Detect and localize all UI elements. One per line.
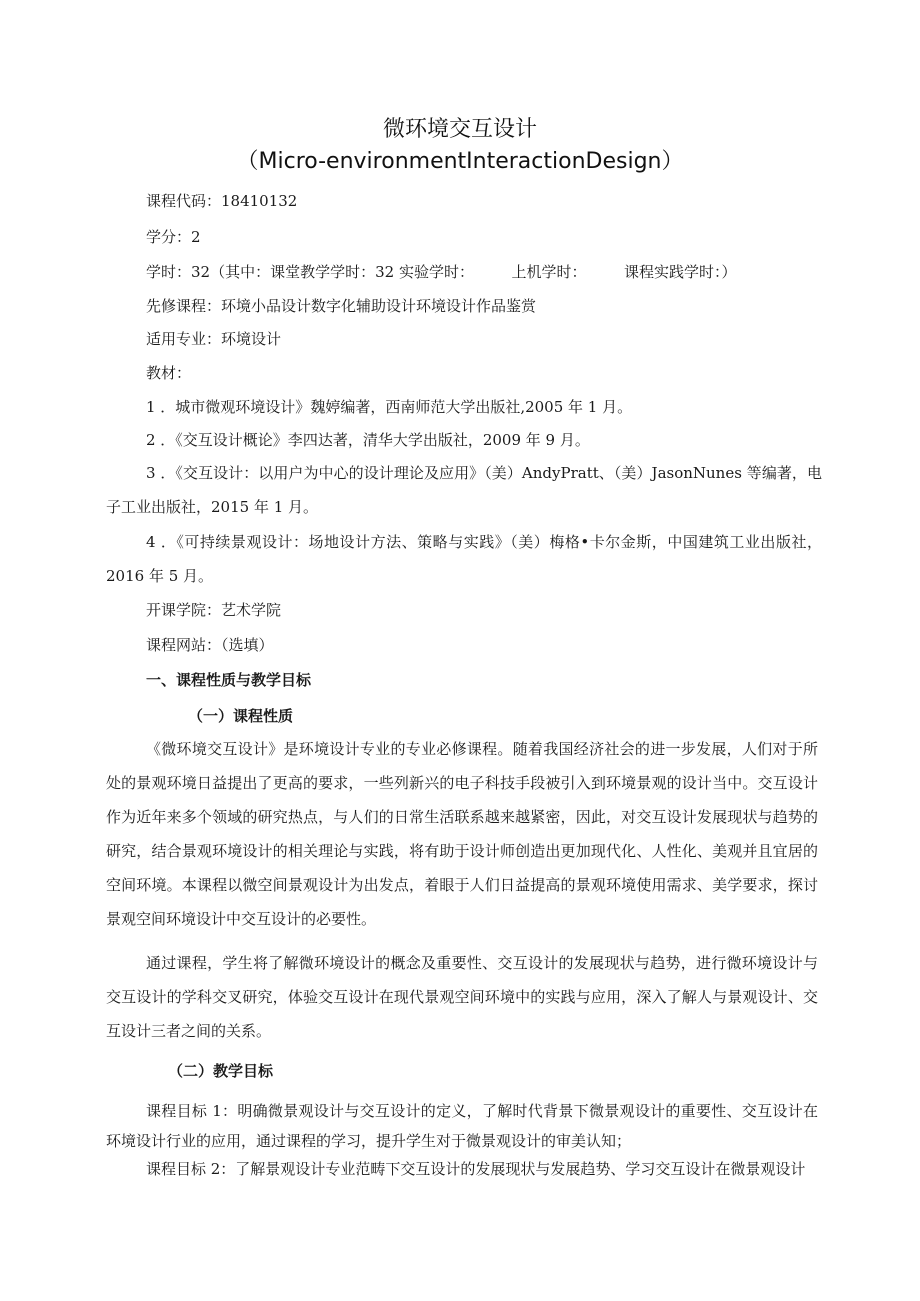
page-subtitle: （Micro-environmentInteractionDesign） <box>236 149 684 174</box>
section-heading-1: 一、课程性质与教学目标 <box>146 671 312 689</box>
textbook-label: 教材： <box>146 364 192 382</box>
course-prerequisites: 先修课程：环境小品设计数字化辅助设计环境设计作品鉴赏 <box>146 297 537 315</box>
course-credits: 学分：2 <box>146 228 201 246</box>
subsection-heading-nature: （一）课程性质 <box>188 707 294 725</box>
course-code: 课程代码：18410132 <box>146 192 298 210</box>
course-major: 适用专业：环境设计 <box>146 330 282 348</box>
course-nature-paragraph: 《微环境交互设计》是环境设计专业的专业必修课程。随着我国经济社会的进一步发展，人们对于所处的景观环境日益提出了更高的要求，一些列新兴的电子科技手段被引入到环境景观的设计当中。交互设计作为近年来多个领域的研究热点，与人们的日常生活联系越来越紧密，因此，对交互设计发展现状与趋势的研究，结合景观环境设计的相关理论与实践，将有助于设计师创造出更加现代化、人性化、美观并且宜居的空间环境。本课程以微空间景观设计为出发点，着眼于人们日益提高的景观环境使用需求、美学要求，探讨景观空间环境设计中交互设计的必要性。 <box>106 740 818 928</box>
course-website: 课程网站：（选填） <box>146 636 274 654</box>
course-college: 开课学院：艺术学院 <box>146 601 282 619</box>
textbook-item: 3 ．《交互设计：以用户为中心的设计理论及应用》（美）AndyPratt、（美）JasonNunes 等编著，电子工业出版社，2015 年 1 月。 <box>106 464 822 516</box>
course-nature-paragraph: 通过课程，学生将了解微环境设计的概念及重要性、交互设计的发展现状与趋势，进行微环境设计与交互设计的学科交叉研究，体验交互设计在现代景观空间环境中的实践与应用，深入了解人与景观设计、交互设计三者之间的关系。 <box>106 954 818 1040</box>
subsection-heading-goals: （二）教学目标 <box>168 1062 274 1080</box>
page-title: 微环境交互设计 <box>382 117 537 142</box>
textbook-item: 1 ．城市微观环境设计》魏婷编著，西南师范大学出版社,2005 年 1 月。 <box>146 398 633 416</box>
textbook-item: 2 ．《交互设计概论》李四达著，清华大学出版社，2009 年 9 月。 <box>146 431 590 449</box>
course-hours: 学时：32（其中：课堂教学学时：32 实验学时： 上机学时： 课程实践学时：） <box>146 263 737 281</box>
textbook-item: 4 ．《可持续景观设计：场地设计方法、策略与实践》（美）梅格•卡尔金斯，中国建筑工业出版社，2016 年 5 月。 <box>106 533 822 585</box>
course-goal: 课程目标 1：明确微景观设计与交互设计的定义，了解时代背景下微景观设计的重要性、交互设计在环境设计行业的应用，通过课程的学习，提升学生对于微景观设计的审美认知； <box>106 1102 818 1150</box>
course-goal: 课程目标 2：了解景观设计专业范畴下交互设计的发展现状与发展趋势、学习交互设计在微景观设计 <box>146 1160 806 1178</box>
